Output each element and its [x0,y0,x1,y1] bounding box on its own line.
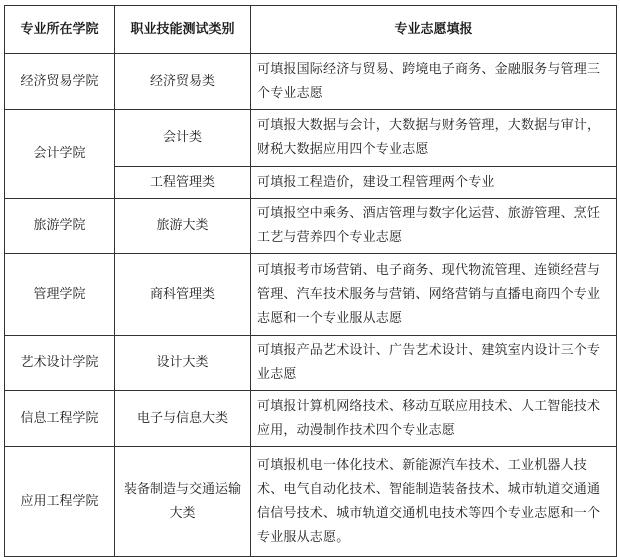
header-application: 专业志愿填报 [251,6,617,54]
category-cell: 会计类 [115,110,251,167]
category-cell: 商科管理类 [115,254,251,336]
application-cell: 可填报空中乘务、酒店管理与数字化运营、旅游管理、烹饪工艺与营养四个专业志愿 [251,199,617,254]
table-row [5,447,617,557]
college-cell: 经济贸易学院 [5,54,115,110]
application-cell: 可填报计算机网络技术、移动互联应用技术、人工智能技术应用，动漫制作技术四个专业志愿 [251,391,617,447]
table-row [5,54,617,110]
category-cell: 设计大类 [115,336,251,391]
table-row [5,199,617,254]
category-cell: 经济贸易类 [115,54,251,110]
header-row [5,6,617,54]
header-college: 专业所在学院 [5,6,115,54]
table-row [5,110,617,167]
major-application-table [4,5,617,557]
table-row [5,254,617,336]
table-row [5,391,617,447]
application-cell: 可填报考市场营销、电子商务、现代物流管理、连锁经营与管理、汽车技术服务与营销、网络营销与直播电商四个专业志愿和一个专业服从志愿 [251,254,617,336]
application-cell: 可填报机电一体化技术、新能源汽车技术、工业机器人技术、电气自动化技术、智能制造装备技术、城市轨道交通通信信号技术、城市轨道交通机电技术等四个专业志愿和一个专业服从志愿。 [251,447,617,557]
application-cell: 可填报大数据与会计，大数据与财务管理，大数据与审计，财税大数据应用四个专业志愿 [251,110,617,167]
college-cell: 旅游学院 [5,199,115,254]
application-cell: 可填报产品艺术设计、广告艺术设计、建筑室内设计三个专业志愿 [251,336,617,391]
application-cell: 可填报国际经济与贸易、跨境电子商务、金融服务与管理三个专业志愿 [251,54,617,110]
header-category: 职业技能测试类别 [115,6,251,54]
college-cell: 管理学院 [5,254,115,336]
application-cell: 可填报工程造价，建设工程管理两个专业 [251,167,617,199]
category-cell: 电子与信息大类 [115,391,251,447]
table-row [5,336,617,391]
category-cell: 旅游大类 [115,199,251,254]
category-cell: 装备制造与交通运输大类 [115,447,251,557]
college-cell: 会计学院 [5,110,115,199]
college-cell: 应用工程学院 [5,447,115,557]
category-cell: 工程管理类 [115,167,251,199]
college-cell: 信息工程学院 [5,391,115,447]
college-cell: 艺术设计学院 [5,336,115,391]
